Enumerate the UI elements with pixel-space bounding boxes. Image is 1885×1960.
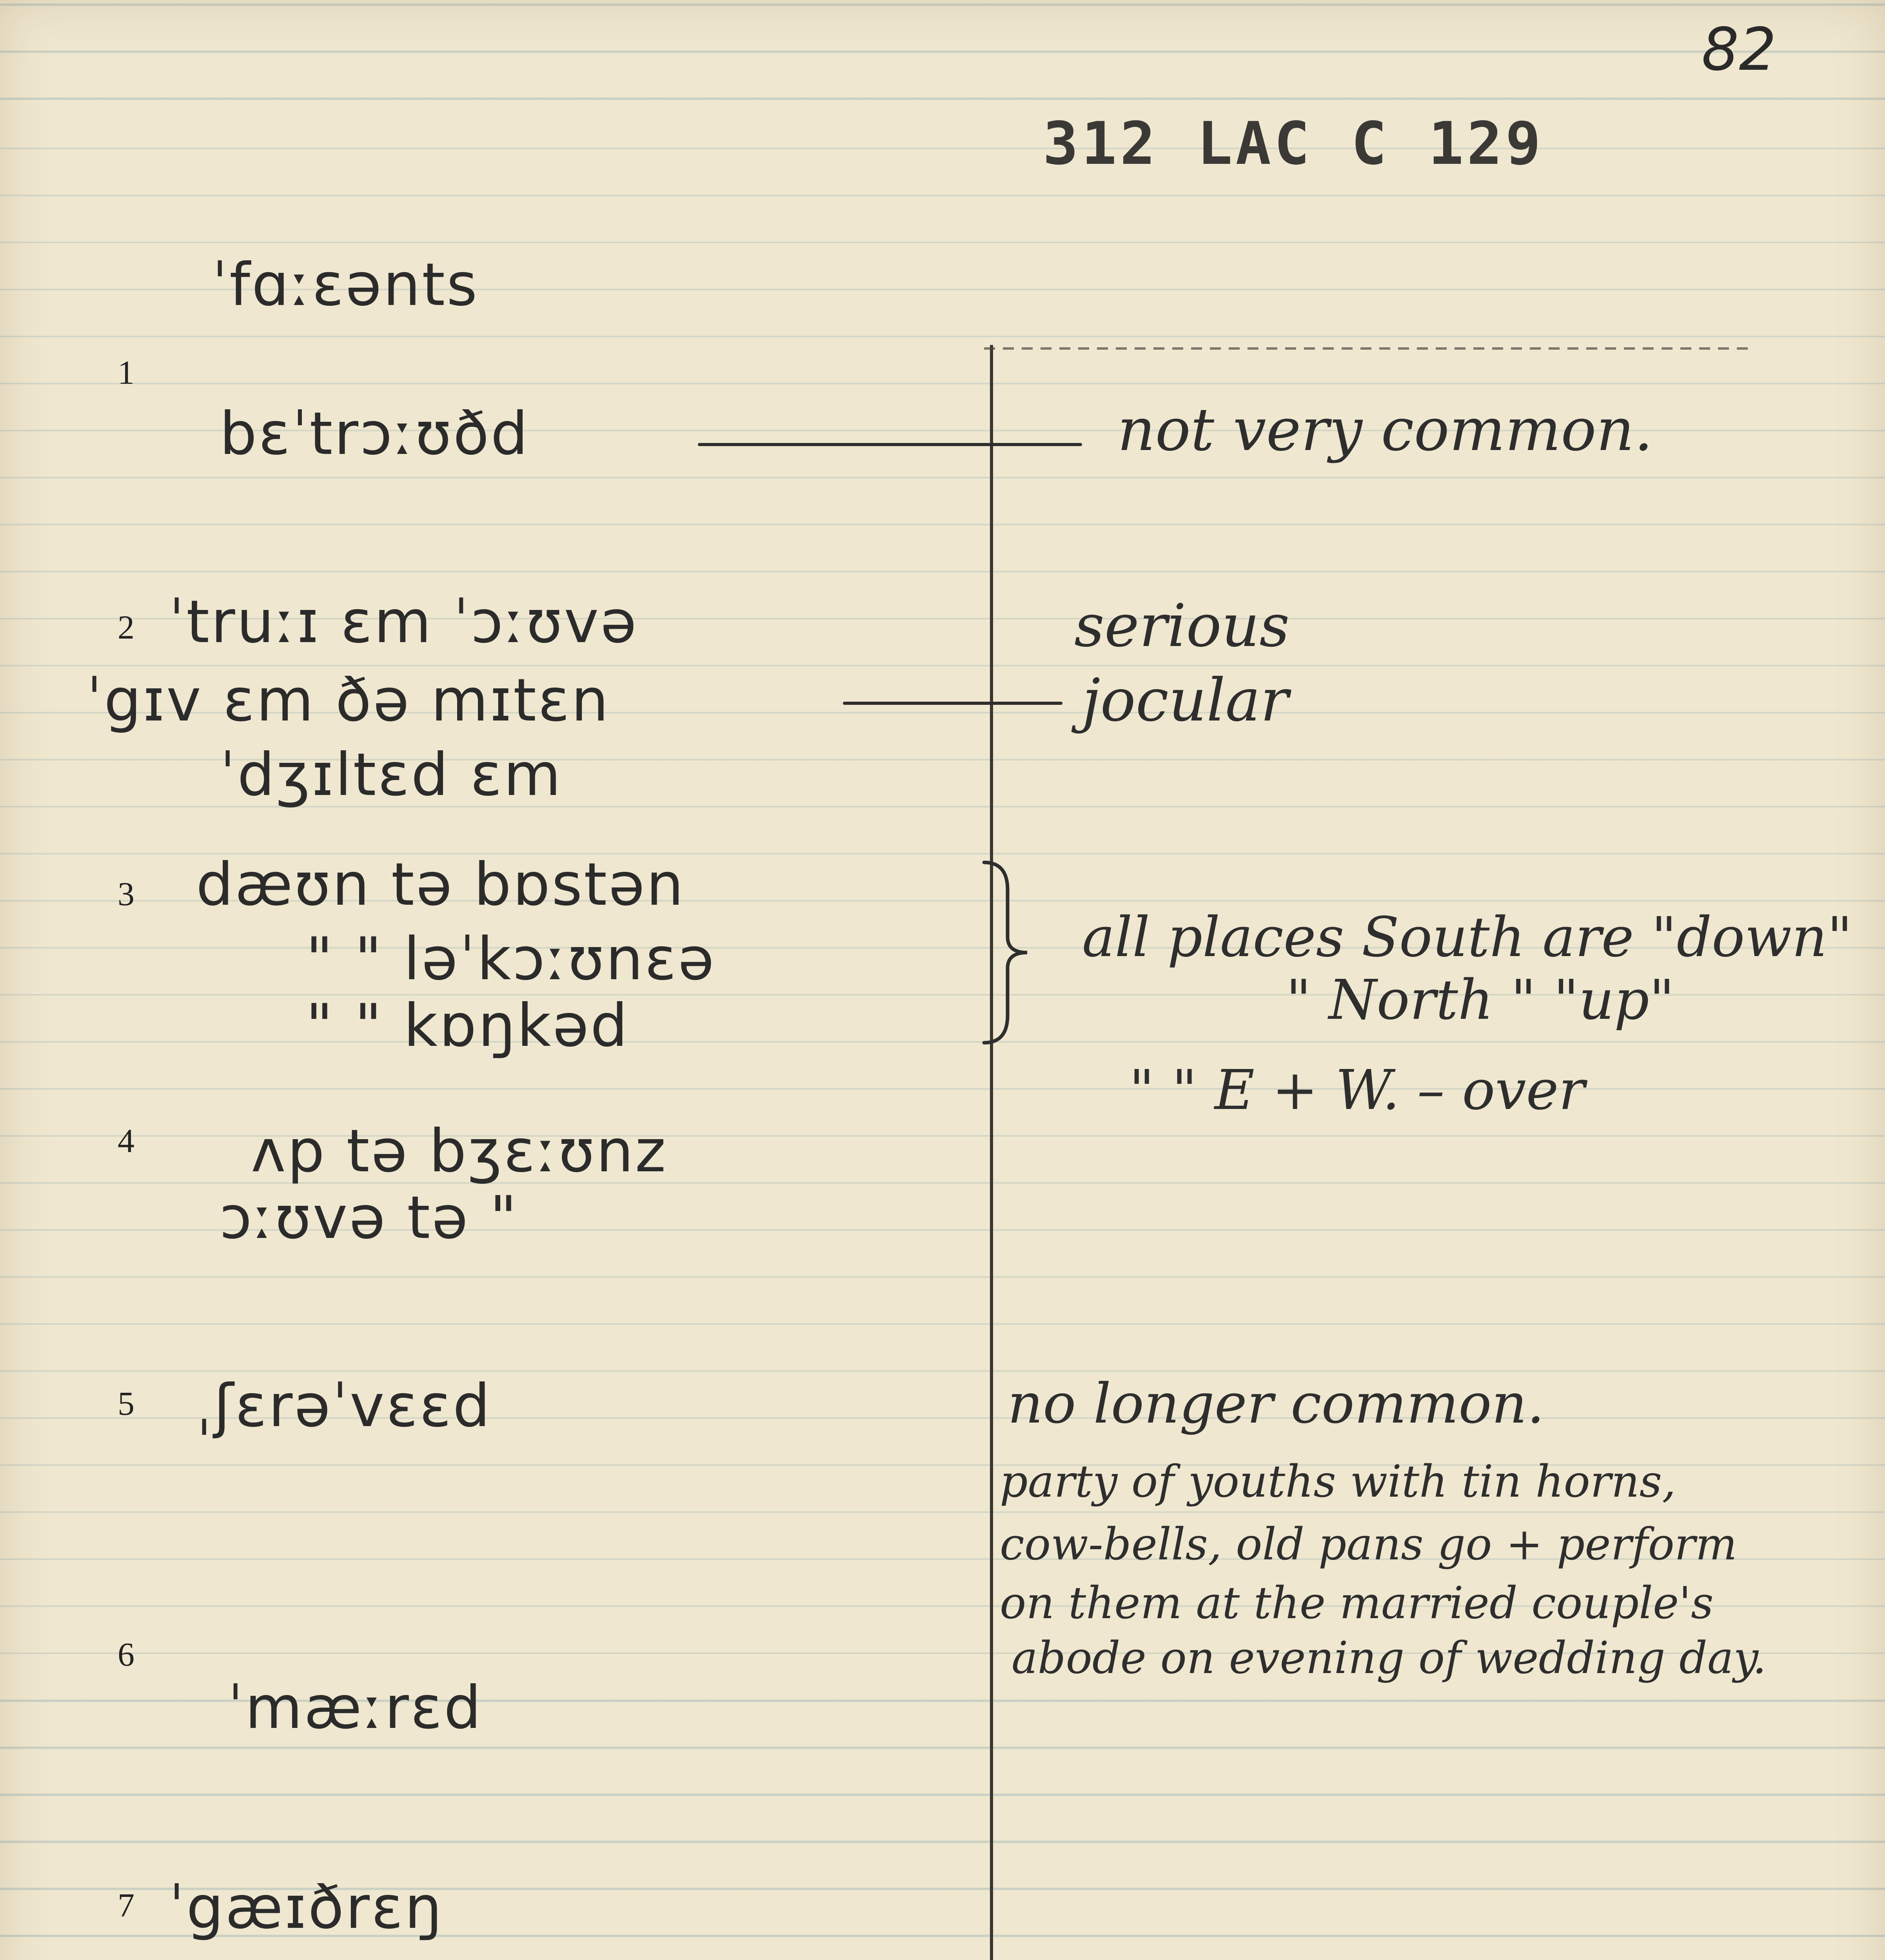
entry-5-note-4: on them at the married couple's bbox=[1000, 1578, 1714, 1629]
entry-1-number: 1 bbox=[118, 354, 134, 391]
entry-2-note-2: jocular bbox=[1082, 666, 1289, 735]
entry-2-number: 2 bbox=[118, 608, 134, 646]
entry-5-word: ˌʃɛrəˈvɛɛd bbox=[196, 1372, 492, 1440]
column-top-rule bbox=[984, 347, 1749, 350]
entry-3-number: 3 bbox=[118, 875, 134, 913]
entry-2-word-2: ˈgɪv ɛm ðə mɪtɛn bbox=[86, 666, 610, 735]
page-number: 82 bbox=[1702, 16, 1776, 84]
entry-3-brace bbox=[976, 858, 1031, 1047]
entry-5-note-1: no longer common. bbox=[1008, 1372, 1545, 1436]
entry-4-number: 4 bbox=[118, 1122, 134, 1160]
entry-1-note: not very common. bbox=[1117, 396, 1653, 464]
entry-4-word-2: ɔːʊvə tə " bbox=[220, 1184, 519, 1252]
column-divider bbox=[990, 345, 993, 1960]
entry-7-word-1: ˈgæɪðrɛŋ bbox=[169, 1874, 444, 1942]
entry-6-number: 6 bbox=[118, 1635, 134, 1673]
entry-1-connector-line bbox=[698, 443, 1082, 446]
entry-3-note-1: all places South are "down" bbox=[1082, 906, 1852, 969]
entry-6-word: ˈmæːrɛd bbox=[227, 1674, 483, 1742]
entry-4-word-1: ʌp tə bʒɛːʊnz bbox=[251, 1117, 668, 1185]
entry-5-number: 5 bbox=[118, 1385, 134, 1422]
entry-2-word-3: ˈdʒɪltɛd ɛm bbox=[220, 741, 563, 809]
entry-3-word-1: dæʊn tə bɒstən bbox=[196, 851, 685, 919]
entry-7-number: 7 bbox=[118, 1886, 134, 1924]
entry-5-note-5: abode on evening of wedding day. bbox=[1012, 1633, 1767, 1684]
entry-3-note-2: " North " "up" bbox=[1286, 968, 1675, 1032]
entry-3-word-3: " " kɒŋkəd bbox=[306, 992, 629, 1060]
entry-5-note-2: party of youths with tin horns, bbox=[1000, 1456, 1676, 1507]
entry-2-word-1: ˈtruːɪ ɛm ˈɔːʊvə bbox=[169, 588, 638, 656]
entry-2-connector-line bbox=[843, 702, 1062, 705]
entry-0-word: ˈfɑːɛənts bbox=[212, 251, 479, 319]
entry-3-note-3: " " E + W. – over bbox=[1129, 1058, 1585, 1122]
entry-1-word: bɛˈtrɔːʊðd bbox=[220, 400, 530, 468]
archive-stamp: 312 LAC C 129 bbox=[1043, 110, 1544, 178]
entry-3-word-2: " " ləˈkɔːʊnɛə bbox=[306, 925, 716, 993]
entry-5-note-3: cow-bells, old pans go + perform bbox=[1000, 1519, 1737, 1570]
entry-2-note-1: serious bbox=[1074, 592, 1290, 660]
